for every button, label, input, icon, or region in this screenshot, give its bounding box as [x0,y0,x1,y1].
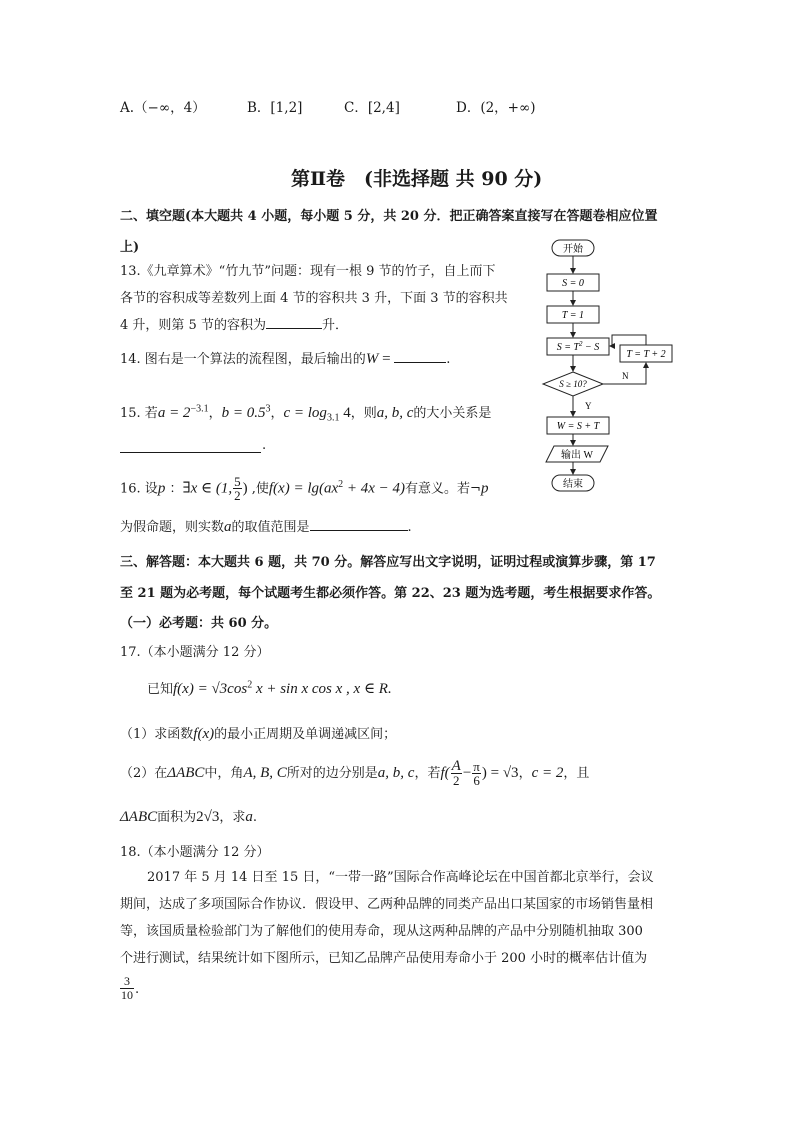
q16-line1 [120,470,488,504]
q16-p2: p [480,480,489,497]
q13-line2: 各节的容积成等差数列上面 4 节的容积共 3 升，下面 3 节的容积共 [120,291,508,306]
q18-line3: 等，该国质量检验部门为了解他们的使用寿命，现从这两种品牌的产品中分别随机抽取 300 [120,924,643,939]
q17-p2-f2: ，且 [563,766,590,781]
q17-p2-c2: c = 2 [531,765,564,781]
q16-line2-a: 为假命题，则实数 [120,520,225,535]
flow-condition-text: S ≥ 10? [559,379,587,389]
q14-line [120,348,450,368]
choice-d: D．(2，+∞) [456,100,536,116]
q15-mid2: ， [270,406,284,421]
q17-p3-tri: ΔABC [120,809,158,825]
q15-text-a: 15. 若 [120,406,158,421]
q17-p2-e: ， [518,766,532,781]
q13-line3 [120,314,348,333]
q17-part3 [120,806,257,826]
q18-frac-den: 10 [121,988,133,1002]
q17-p2-eq: ) = √3 [481,765,519,781]
q15-a-exp: −3.1 [190,403,209,415]
section3-line2: 至 21 题为必考题，每个试题考生都必须作答。第 22、23 题为选考题，考生根据要求作答。 [120,586,661,601]
q16-line2-var: a [224,519,232,535]
flow-no-label: N [622,371,629,381]
q15-b-expr: b = 0.5 [221,405,266,421]
q16-line2-b: 的取值范围是 [231,520,310,535]
q15-mid1: ， [208,406,222,421]
q17-p3-end: . [252,810,258,825]
q18-frac-end: . [135,982,140,997]
q16-colon: ： [165,481,183,497]
q17-p2-b: 中，角 [204,766,244,781]
choice-b: B．[1,2] [247,100,303,116]
q17-p3-var: a [245,809,253,825]
flow-t-inc-text: T = T + 2 [626,349,666,360]
q16-mid: ,使 [247,481,269,497]
q16-exists: ∃x ∈ (1, [182,480,233,497]
q13-text-b: 升． [321,318,348,333]
q15-end: 的大小关系是 [413,406,492,421]
q13-line1: 13.《九章算术》“竹九节”问题：现有一根 9 节的竹子，自上而下 [120,264,496,279]
choice-a: A.（−∞，4） [120,100,206,116]
q16-frac-den: 2 [234,488,241,504]
q17-part2 [120,758,589,789]
q17-p2-f: f( [440,765,450,781]
q16-line2 [120,516,412,536]
q15-line [120,402,491,424]
flow-end-text: 结束 [563,479,583,490]
q16-p: p [157,480,166,497]
q13-answer-blank[interactable] [266,314,322,329]
q17-given-text: 已知 [147,682,174,697]
q17-frac-pi6 [472,760,481,787]
q16-line2-end: . [407,520,412,535]
q17-formula-sq: 2 [247,679,253,691]
q15-c-sub: 3.1 [326,412,340,424]
q14-end: . [446,352,451,367]
q17-p1-a: （1）求函数 [120,727,194,742]
q14-answer-blank[interactable] [394,348,446,363]
part-title: 第Ⅱ卷 (非选择题 共 90 分) [291,168,543,190]
q16-answer-blank[interactable] [310,516,408,531]
q15-blank-end: . [262,438,267,453]
q16-frac [233,475,242,502]
q17-p1-b: 的最小正周期及单调递减区间； [214,727,397,742]
q17-p2-c: 所对的边分别是 [286,766,378,781]
q17-p2-minus: − [462,765,472,781]
flow-t1-text: T = 1 [561,310,585,321]
q17-p2-sides: a, b, c [377,765,415,781]
section3-line1: 三、解答题：本大题共 6 题，共 70 分。解答应写出文字说明，证明过程或演算步骤，第 17 [120,555,656,570]
choice-c: C．[2,4] [344,100,400,116]
q15-b-exp: 3 [265,403,271,415]
q17-p2-abc: A, B, C [243,765,287,781]
section2-heading-line2: 上) [120,240,140,255]
q15-a-expr: a = 2 [157,405,191,421]
q17-formula-b: x + sin x cos x , x ∈ R. [252,681,392,697]
q17-p3-a: 面积为 [157,810,197,825]
section3-line3: （一）必考题：共 60 分。 [120,616,278,631]
algorithm-flowchart [530,236,680,498]
q16-close: ) [242,480,248,497]
q16-frac-num: 5 [234,474,241,490]
q18-line1: 2017 年 5 月 14 日至 15 日，“一带一路”国际合作高峰论坛在中国首都北京举行，会议 [147,870,654,885]
q17-head: 17.（本小题满分 12 分） [120,645,270,660]
q17-frac-a2-den: 2 [452,773,460,788]
q17-given [147,678,392,698]
q17-frac-a2 [451,760,462,787]
flow-output-text: 输出 W [561,450,593,461]
flow-yes-label: Y [585,401,592,411]
q15-c-expr: c = log [283,405,327,421]
q18-fraction [119,975,139,1002]
q16-text-a: 16. 设 [120,481,158,497]
section2-heading-line1: 二、填空题(本大题共 4 小题，每小题 5 分，共 20 分．把正确答案直接写在答题卷相应位置 [120,209,658,224]
q17-p3-b: ，求 [219,810,246,825]
q16-sq: 2 [338,479,344,490]
q18-head: 18.（本小题满分 12 分） [120,845,270,860]
flow-start-text: 开始 [563,244,583,255]
q14-text: 14. 图右是一个算法的流程图，最后输出的 [120,352,366,367]
flow-s-update-text: $S = T^2 - S$ [556,340,600,353]
q13-text-a: 4 升，则第 5 节的容积为 [120,318,266,333]
q16-fx: f(x) = lg(ax [268,480,339,497]
q15-c-tail: 4 [339,405,351,421]
q17-frac-pi6-den: 6 [473,773,480,788]
q17-part1 [120,723,396,743]
q15-mid3: ，则 [350,406,377,421]
q17-p1-var: f(x) [193,726,215,742]
q17-frac-a2-num: A [451,758,461,774]
q16-fx2: + 4x − 4) [343,480,406,497]
q17-p2-tri: ΔABC [167,765,205,781]
q15-abc: a, b, c [376,405,414,421]
q14-eq: = [378,351,395,367]
q18-frac-num: 3 [120,975,134,989]
q15-answer-blank[interactable] [120,452,261,453]
q16-end: 有意义。若¬ [405,481,481,497]
q17-p2-a: （2）在 [120,766,168,781]
q17-frac-pi6-num: π [473,759,480,774]
flow-s0-text: S = 0 [562,278,584,289]
q17-p3-val: 2√3 [196,809,220,825]
q18-line4: 个进行测试，结果统计如下图所示，已知乙品牌产品使用寿命小于 200 小时的概率估计值为 [120,951,648,966]
q18-line2: 期间，达成了多项国际合作协议．假设甲、乙两种品牌的同类产品出口某国家的市场销售量相 [120,897,654,912]
q17-formula-a: f(x) = √3cos [173,681,248,697]
flow-w-text: W = S + T [556,421,600,432]
q14-var: W [365,351,379,367]
q17-p2-d: ，若 [414,766,441,781]
